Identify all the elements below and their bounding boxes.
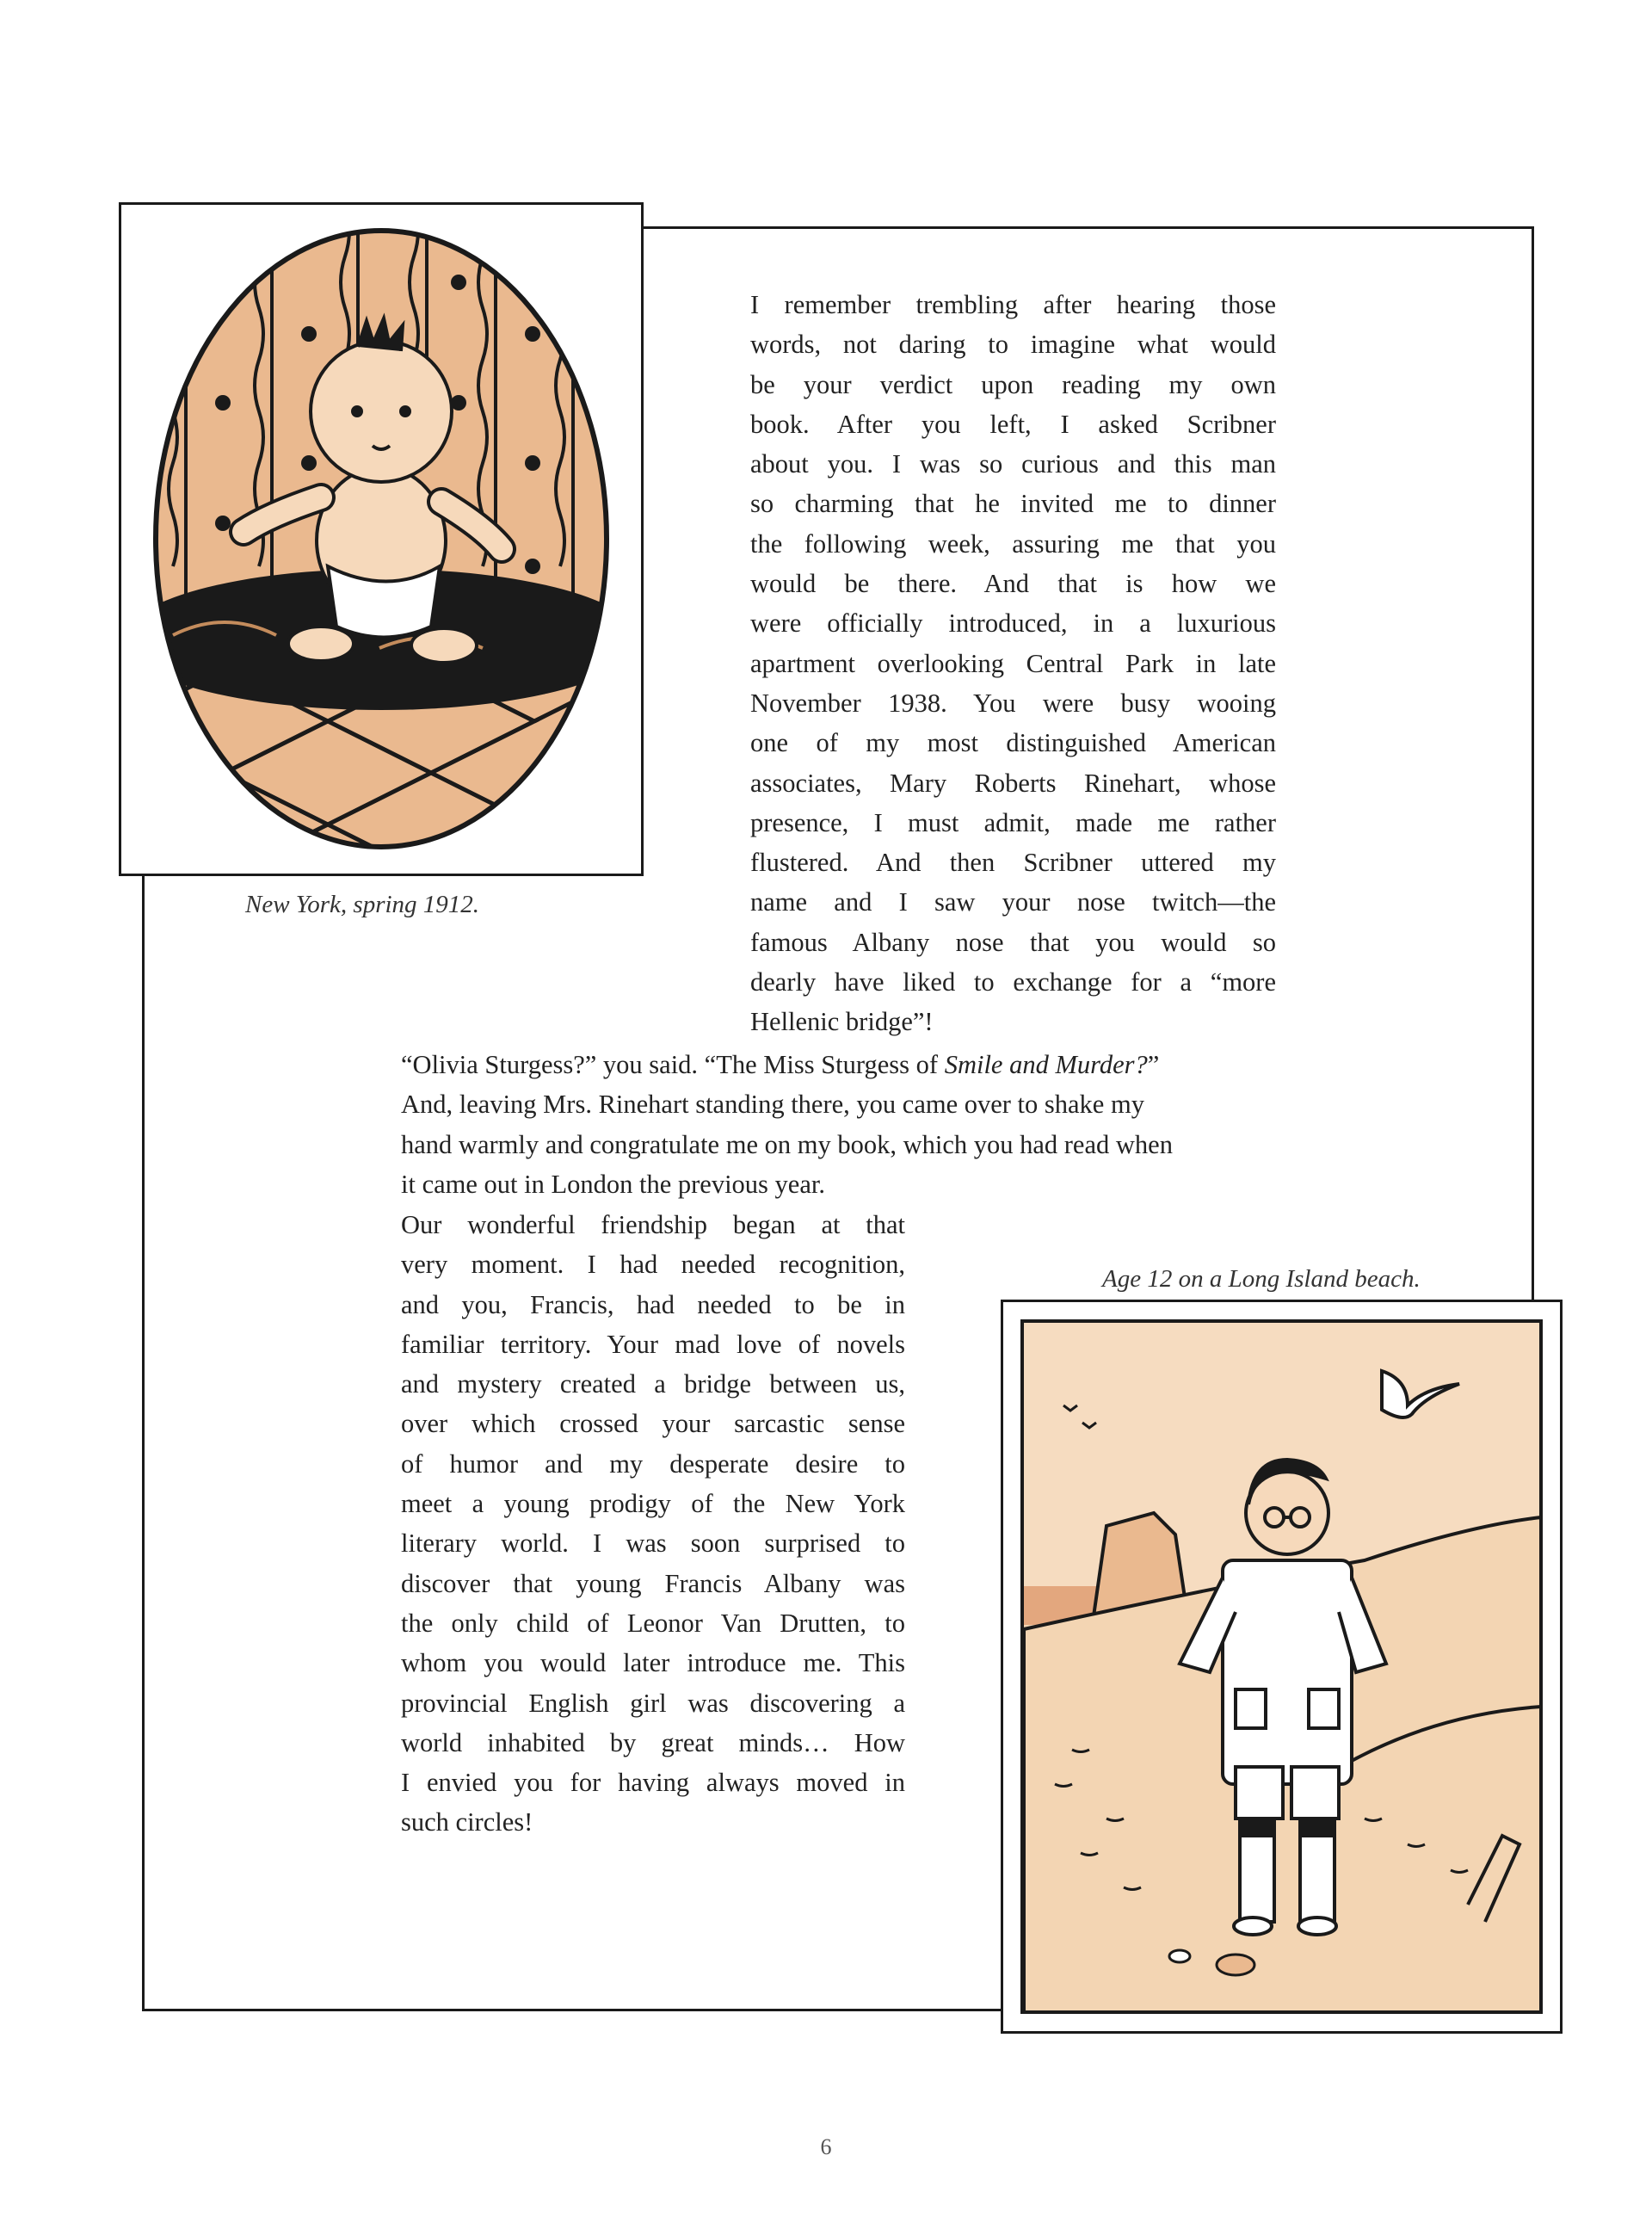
text-line: such circles! bbox=[401, 1807, 533, 1837]
text-line: of humor and my desperate desire to bbox=[401, 1448, 905, 1479]
text-line: And, leaving Mrs. Rinehart standing there, you came over to shake my bbox=[401, 1090, 1144, 1120]
text-line: dearly have liked to exchange for a “more bbox=[750, 967, 1276, 997]
book-title: Smile and Murder? bbox=[944, 1050, 1148, 1079]
text-line: presence, I must admit, made me rather bbox=[750, 807, 1276, 837]
text-line: hand warmly and congratulate me on my book, which you had read when bbox=[401, 1129, 1173, 1159]
text-line: about you. I was so curious and this man bbox=[750, 449, 1276, 479]
text-line: it came out in London the previous year. bbox=[401, 1169, 825, 1199]
text-line: world inhabited by great minds… How bbox=[401, 1727, 905, 1757]
dialogue-close: ” bbox=[1147, 1050, 1160, 1079]
text-line: the only child of Leonor Van Drutten, to bbox=[401, 1608, 905, 1638]
baby-photo-caption: New York, spring 1912. bbox=[245, 891, 480, 918]
text-line: literary world. I was soon surprised to bbox=[401, 1528, 905, 1559]
baby-illustration bbox=[121, 205, 641, 874]
text-line bbox=[401, 1045, 1276, 1084]
text-line: the following week, assuring me that you bbox=[750, 528, 1276, 559]
text-line: provincial English girl was discovering a bbox=[401, 1688, 905, 1718]
text-line: famous Albany nose that you would so bbox=[750, 927, 1276, 957]
text-line: associates, Mary Roberts Rinehart, whose bbox=[750, 768, 1276, 798]
text-line: I remember trembling after hearing those bbox=[750, 290, 1276, 319]
story-text-middle bbox=[401, 1045, 1276, 1204]
text-line: be your verdict upon reading my own bbox=[750, 369, 1276, 399]
text-line: apartment overlooking Central Park in late bbox=[750, 648, 1276, 678]
beach-photo-caption: Age 12 on a Long Island beach. bbox=[1102, 1265, 1421, 1293]
text-line: flustered. And then Scribner uttered my bbox=[750, 848, 1276, 878]
text-line: meet a young prodigy of the New York bbox=[401, 1489, 905, 1519]
baby-photo bbox=[119, 202, 644, 876]
text-line: name and I saw your nose twitch—the bbox=[750, 887, 1276, 917]
text-line: November 1938. You were busy wooing bbox=[750, 688, 1276, 718]
page-number: 6 bbox=[820, 2134, 832, 2159]
story-text-bottom bbox=[401, 1205, 905, 1843]
text-line: Our wonderful friendship began at that bbox=[401, 1210, 905, 1239]
text-line: I envied you for having always moved in bbox=[401, 1768, 905, 1798]
text-line: words, not daring to imagine what would bbox=[750, 330, 1276, 360]
text-line: familiar territory. Your mad love of novels bbox=[401, 1329, 905, 1359]
text-line: would be there. And that is how we bbox=[750, 569, 1276, 599]
text-line: book. After you left, I asked Scribner bbox=[750, 409, 1276, 439]
text-line: whom you would later introduce me. This bbox=[401, 1648, 905, 1678]
text-line: Hellenic bridge”! bbox=[750, 1007, 934, 1037]
story-text-top bbox=[750, 285, 1276, 1042]
text-line: so charming that he invited me to dinner bbox=[750, 489, 1276, 519]
beach-illustration bbox=[1003, 1302, 1560, 2031]
text-line: were officially introduced, in a luxurious bbox=[750, 608, 1276, 639]
text-line: and you, Francis, had needed to be in bbox=[401, 1289, 905, 1319]
text-line: over which crossed your sarcastic sense bbox=[401, 1409, 905, 1439]
text-line: and mystery created a bridge between us, bbox=[401, 1369, 905, 1399]
text-line: very moment. I had needed recognition, bbox=[401, 1250, 905, 1280]
text-line: one of my most distinguished American bbox=[750, 728, 1276, 758]
dialogue-text: “Olivia Sturgess?” you said. “The Miss Sturgess of bbox=[401, 1050, 945, 1079]
beach-photo bbox=[1001, 1300, 1563, 2034]
text-line: discover that young Francis Albany was bbox=[401, 1568, 905, 1598]
